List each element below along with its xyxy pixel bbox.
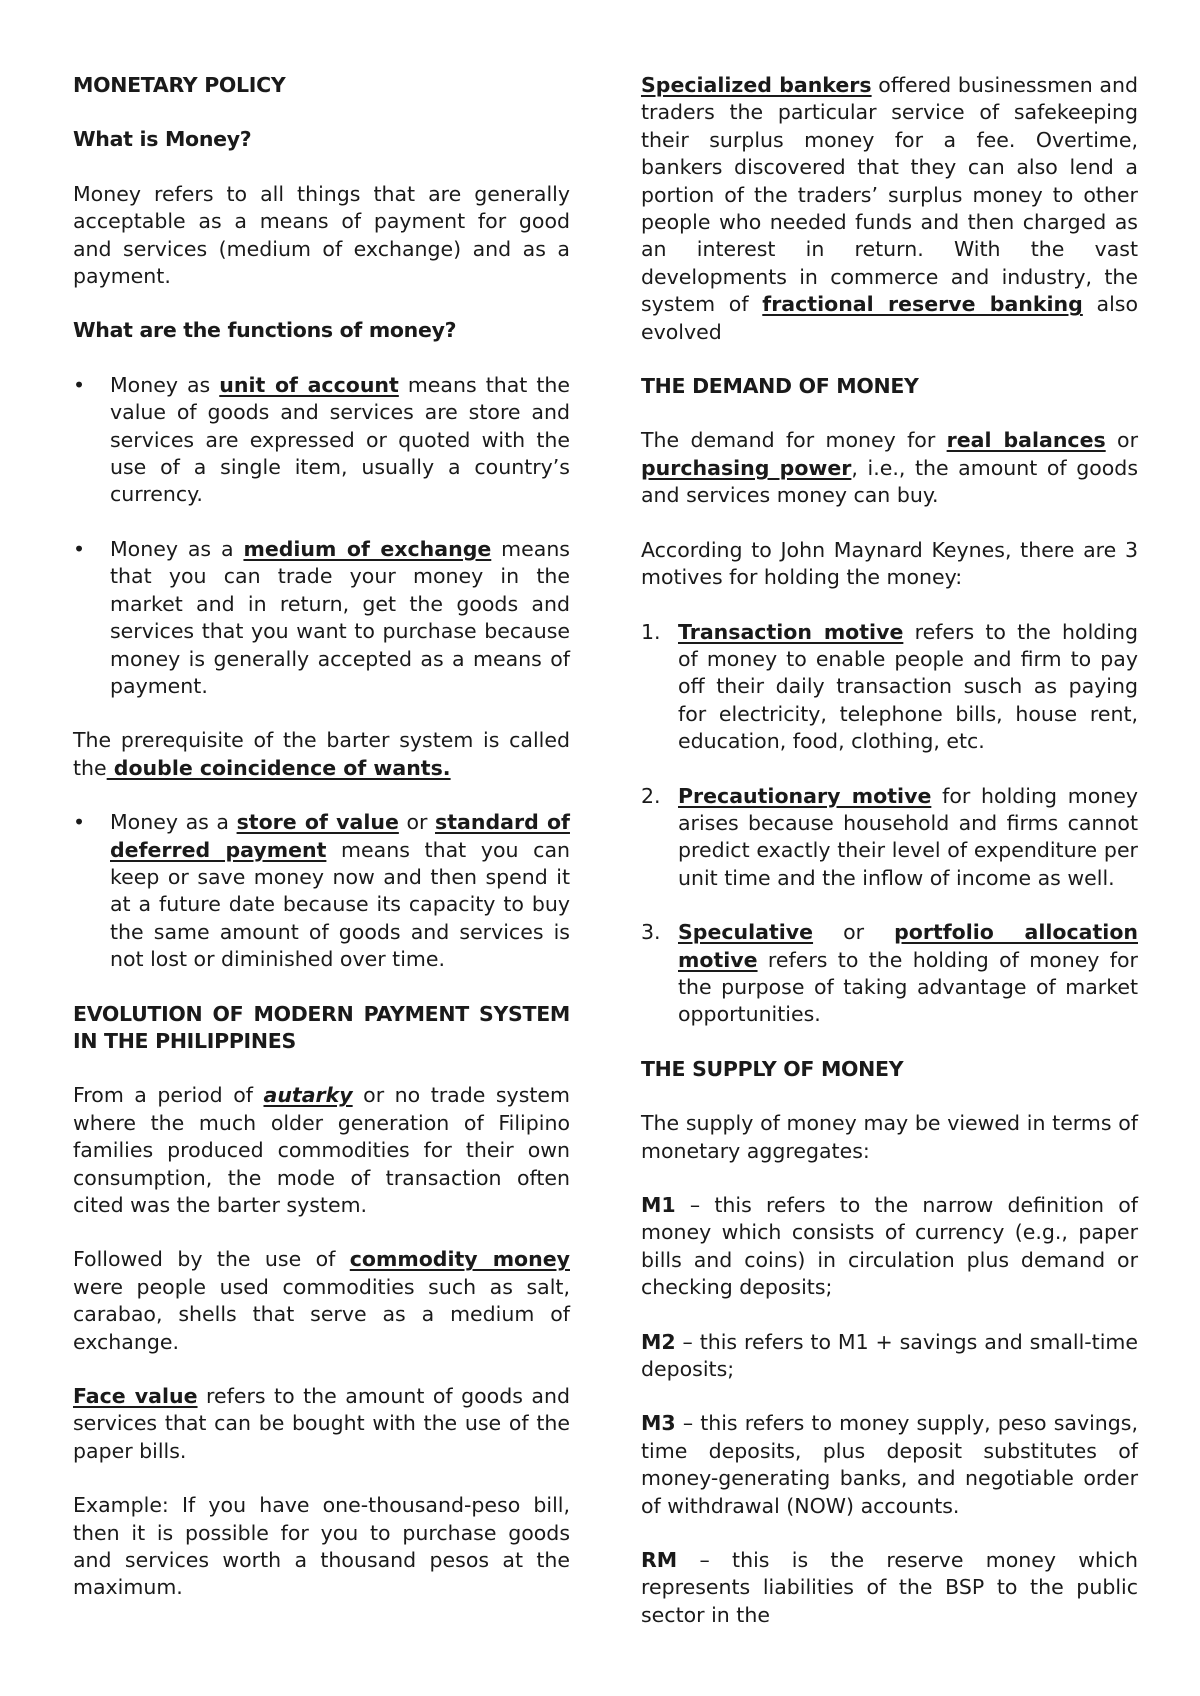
bullet-icon: • xyxy=(73,372,86,397)
list-item xyxy=(73,536,570,700)
term-face-value: Face value xyxy=(73,1384,198,1409)
list-item-text: means that the value of goods and services are store and services are expressed or quoted with the use of a single item, usually a country’s currency. xyxy=(110,372,570,507)
term-real-balances: real balances xyxy=(946,428,1106,453)
term-portfolio-allocation-motive: portfolio allocation motive xyxy=(678,920,1138,972)
supply-paragraph: The supply of money may be viewed in terms of monetary aggregates: xyxy=(641,1111,1138,1163)
list-item-text: refers to the holding of money for the purpose of taking advantage of market opportunities. xyxy=(678,947,1138,1027)
term-purchasing-power: purchasing power xyxy=(641,455,852,480)
term-double-coincidence: double coincidence of wants. xyxy=(106,755,451,780)
list-item xyxy=(641,619,1138,756)
bullet-icon: • xyxy=(73,536,86,561)
term-medium-of-exchange: medium of exchange xyxy=(243,536,492,561)
term-m1: M1 xyxy=(641,1193,676,1217)
paragraph-text: , i.e., the amount of goods and services money can buy. xyxy=(641,455,1138,508)
list-number: 2. xyxy=(641,783,661,808)
list-item xyxy=(73,372,570,509)
paragraph-text: offered businessmen and traders the particular service of safekeeping their surplus money for a fee. Overtime, bankers discovered that they can also lend a portion of the traders’ surplus money to other people who needed funds and then charged as an interest in return. With the vast developments in commerce and industry, the system of xyxy=(641,73,1138,317)
paragraph-text: – this refers to the narrow definition of money which consists of currency (e.g., paper bills and coins) in circulation plus demand or checking deposits; xyxy=(641,1193,1138,1300)
functions-list xyxy=(73,372,570,700)
term-autarky: autarky xyxy=(263,1083,353,1108)
list-number: 1. xyxy=(641,619,661,644)
keynes-paragraph: According to John Maynard Keynes, there are 3 motives for holding the money: xyxy=(641,537,1138,590)
question-what-is-money: What is Money? xyxy=(73,127,252,152)
rm-paragraph xyxy=(641,1547,1138,1629)
left-column xyxy=(73,72,570,1602)
question-functions-of-money: What are the functions of money? xyxy=(73,318,457,343)
evolution-heading: EVOLUTION OF MODERN PAYMENT SYSTEM IN THE PHILIPPINES xyxy=(73,1001,570,1053)
paragraph-text: – this is the reserve money which represents liabilities of the BSP to the public sector in the xyxy=(641,1548,1138,1627)
specialized-bankers-paragraph xyxy=(641,72,1138,346)
m2-paragraph xyxy=(641,1329,1138,1384)
list-number: 3. xyxy=(641,920,661,945)
m3-paragraph xyxy=(641,1410,1138,1520)
supply-heading: THE SUPPLY OF MONEY xyxy=(641,1056,904,1081)
motives-list xyxy=(641,619,1138,1029)
list-item-text: Money as a xyxy=(110,536,244,561)
demand-heading: THE DEMAND OF MONEY xyxy=(641,374,919,399)
list-item xyxy=(73,809,570,973)
paragraph-text: – this refers to M1 + savings and small-time deposits; xyxy=(641,1329,1138,1382)
term-fractional-reserve-banking: fractional reserve banking xyxy=(762,292,1083,317)
paragraph-text: The demand for money for xyxy=(641,428,947,453)
list-item xyxy=(641,783,1138,893)
term-specialized-bankers: Specialized bankers xyxy=(641,73,872,97)
term-rm: RM xyxy=(641,1548,678,1573)
example-paragraph: Example: If you have one-thousand-peso bill, then it is possible for you to purchase goods and services worth a thousand pesos at the maximum. xyxy=(73,1493,570,1600)
term-speculative: Speculative xyxy=(678,920,814,945)
functions-list-continued xyxy=(73,809,570,973)
commodity-money-paragraph xyxy=(73,1246,570,1356)
money-definition-paragraph: Money refers to all things that are generally acceptable as a means of payment for good and services (medium of exchange) and as a payment. xyxy=(73,181,570,289)
face-value-paragraph xyxy=(73,1383,570,1465)
term-store-of-value: store of value xyxy=(236,810,399,835)
list-item-text: or xyxy=(813,920,895,945)
paragraph-text: or xyxy=(1105,428,1138,453)
list-item-text: Money as a xyxy=(110,810,237,835)
right-column xyxy=(641,72,1138,1629)
list-item-text: refers to the holding of money to enable people and firm to pay off their daily transaction susch as paying for electricity, telephone bills, house rent, education, food, clothing, etc. xyxy=(678,619,1138,754)
term-standard-of-deferred-payment: standard of deferred payment xyxy=(110,810,570,862)
list-item-text: means that you can keep or save money now and then spend it at a future date because its capacity to buy the same amount of goods and services is not lost or diminished over time. xyxy=(110,837,570,972)
list-item xyxy=(641,919,1138,1029)
term-transaction-motive: Transaction motive xyxy=(678,619,904,644)
term-unit-of-account: unit of account xyxy=(219,372,399,397)
list-item-text: or xyxy=(398,810,436,835)
barter-paragraph xyxy=(73,727,570,782)
list-item-text: for holding money arises because household and firms cannot predict exactly their level of expenditure per unit time and the inflow of income as well. xyxy=(678,783,1138,890)
paragraph-text: – this refers to money supply, peso savings, time deposits, plus deposit substitutes of money-generating banks, and negotiable order of withdrawal (NOW) accounts. xyxy=(641,1411,1138,1518)
paragraph-text: The prerequisite of the barter system is called the xyxy=(73,728,570,780)
bullet-icon: • xyxy=(73,810,86,835)
demand-paragraph xyxy=(641,427,1138,509)
m1-paragraph xyxy=(641,1192,1138,1302)
paragraph-text: were people used commodities such as salt, carabao, shells that serve as a medium of exchange. xyxy=(73,1274,570,1354)
paragraph-text: Followed by the use of xyxy=(73,1247,350,1272)
list-item-text: means that you can trade your money in the market and in return, get the goods and services that you want to purchase because money is generally accepted as a means of payment. xyxy=(110,536,570,698)
term-m2: M2 xyxy=(641,1329,676,1354)
paragraph-text: From a period of xyxy=(73,1083,264,1108)
paragraph-text: also evolved xyxy=(641,292,1139,344)
term-precautionary-motive: Precautionary motive xyxy=(678,783,932,808)
term-commodity-money: commodity money xyxy=(349,1247,570,1272)
paragraph-text: refers to the amount of goods and services that can be bought with the use of the paper bills. xyxy=(73,1384,570,1463)
paragraph-text: or no trade system where the much older generation of Filipino families produced commodities for their own consumption, the mode of transaction often cited was the barter system. xyxy=(73,1083,570,1217)
term-m3: M3 xyxy=(641,1411,676,1436)
list-item-text: Money as xyxy=(110,372,220,397)
autarky-paragraph xyxy=(73,1082,570,1219)
document-title: MONETARY POLICY xyxy=(73,73,286,97)
